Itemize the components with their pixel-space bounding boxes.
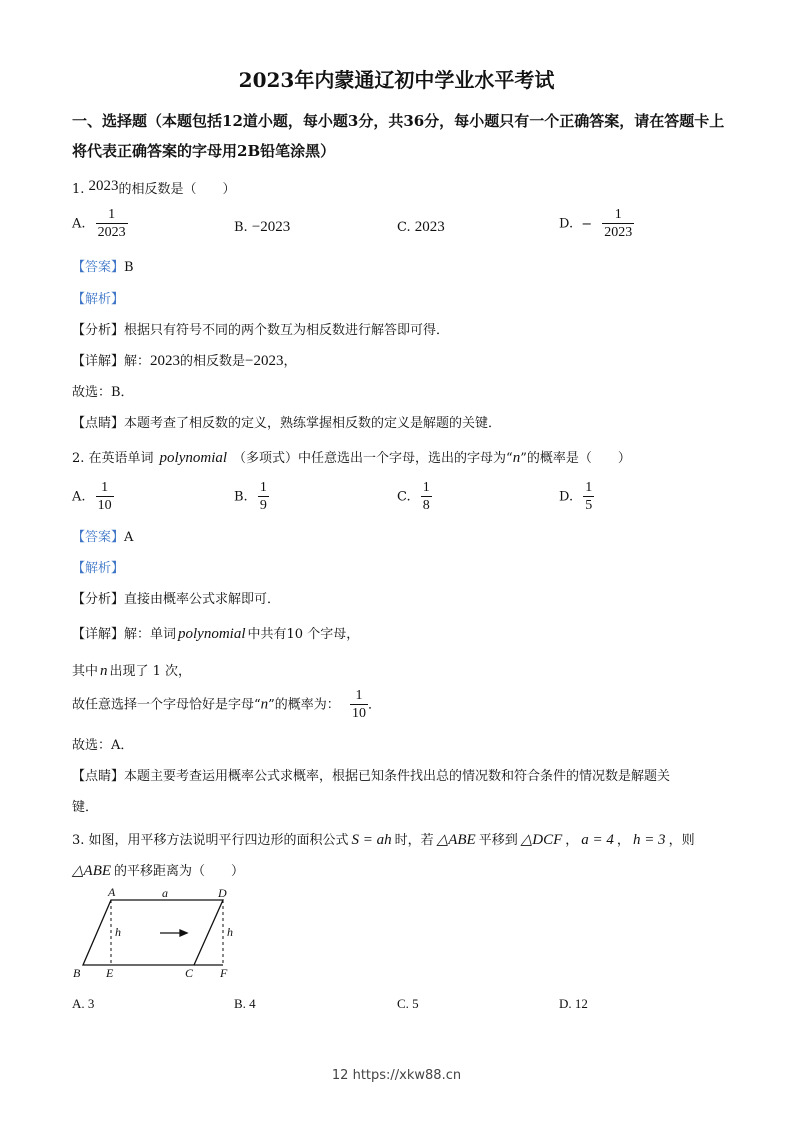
q3-option-d: D. 12 <box>559 996 588 1011</box>
q2-choice: 故选：A． <box>72 738 134 753</box>
q3-option-a: A. 3 <box>72 996 95 1011</box>
q3-option-c: C. 5 <box>397 996 419 1011</box>
label-f-point: F <box>220 966 228 980</box>
q1-dianjing: 【点睛】本题考查了相反数的定义，熟练掌握相反数的定义是解题的关键． <box>72 416 502 431</box>
q2-xiangjie-1: 【详解】解：单词 polynomial 中共有10 个字母， <box>72 626 360 642</box>
label-e-point: E <box>106 966 114 980</box>
q1-stem: 1. 2023的相反数是（ ） <box>72 178 236 197</box>
label-d-point: D <box>218 886 227 900</box>
label-c-point: C <box>185 966 194 980</box>
parallelogram-figure <box>70 884 250 984</box>
q1-option-c: C. 2023 <box>397 219 445 235</box>
parallelogram-shape <box>83 900 223 965</box>
label-b-point: B <box>73 966 81 980</box>
q1-analysis-tag: 【解析】 <box>72 292 125 307</box>
q3-stem-line1: 3. 如图，用平移方法说明平行四边形的面积公式 S = ah 时，若 △ABE 平移到 △DCF ， a = 4 ， h = 3 ，则 <box>72 832 695 848</box>
q3-option-b: B. 4 <box>234 996 256 1011</box>
q1-fenxi: 【分析】根据只有符号不同的两个数互为相反数进行解答即可得． <box>72 323 450 338</box>
page-footer: 12 https://xkw88.cn <box>331 1068 462 1083</box>
q2-stem: 2. 在英语单词 polynomial （多项式）中任意选出一个字母，选出的字母为“n”的概率是（ ） <box>72 450 631 466</box>
q2-answer: 【答案】A <box>72 530 134 545</box>
exam-title: 2023年内蒙通辽初中学业水平考试 <box>238 68 555 92</box>
q2-dianjing-1: 【点睛】本题主要考查运用概率公式求概率，根据已知条件找出总的情况数和符合条件的情况数是解题关 <box>72 769 671 784</box>
q1-number: 1. <box>72 182 85 197</box>
q2-xiangjie-3: 故任意选择一个字母恰好是字母“n”的概率为： $\frac{1}{10}$ ． <box>72 688 381 721</box>
q2-xiangjie-2: 其中 n 出现了 1 次， <box>72 663 192 679</box>
section-heading: 一、选择题（本题包括12道小题，每小题3分，共36分，每小题只有一个正确答案，请在答题卡上将代表正确答案的字母用2B铅笔涂黑） <box>72 112 725 160</box>
fraction: $\frac{1}{5}$ <box>585 480 593 513</box>
q1-choice: 故选：B． <box>72 385 134 400</box>
q1-answer: 【答案】B <box>72 260 134 275</box>
q2-option-d: D. $\frac{1}{5}$ <box>559 480 593 513</box>
label-a-point: A <box>108 885 116 899</box>
label-side-a: a <box>162 886 168 900</box>
q2-option-a: A. $\frac{1}{10}$ <box>72 480 112 513</box>
q2-analysis-tag: 【解析】 <box>72 561 125 576</box>
label-h-left: h <box>115 925 121 939</box>
q1-option-a: A. $\frac{1}{2023}$ <box>72 207 126 240</box>
fraction: $\frac{1}{10}$ <box>351 688 366 721</box>
q3-stem-line2: △ABE 的平移距离为（ ） <box>72 863 245 879</box>
fraction: $\frac{1}{9}$ <box>259 480 267 513</box>
fraction: $\frac{1}{8}$ <box>422 480 430 513</box>
label-h-right: h <box>227 925 233 939</box>
q2-fenxi: 【分析】直接由概率公式求解即可． <box>72 592 281 607</box>
q2-option-b: B. $\frac{1}{9}$ <box>234 480 267 513</box>
translation-arrow <box>160 930 187 936</box>
q1-option-b: B. −2023 <box>234 219 291 235</box>
q2-option-c: C. $\frac{1}{8}$ <box>397 480 430 513</box>
fraction: $\frac{1}{2023}$ <box>604 207 633 240</box>
fraction: $\frac{1}{2023}$ <box>97 207 126 240</box>
q2-dianjing-2: 键． <box>72 800 99 815</box>
q1-option-d: D. − $\frac{1}{2023}$ <box>559 207 633 240</box>
fraction: $\frac{1}{10}$ <box>97 480 112 513</box>
q1-xiangjie: 【详解】解：2023的相反数是−2023， <box>72 353 297 369</box>
